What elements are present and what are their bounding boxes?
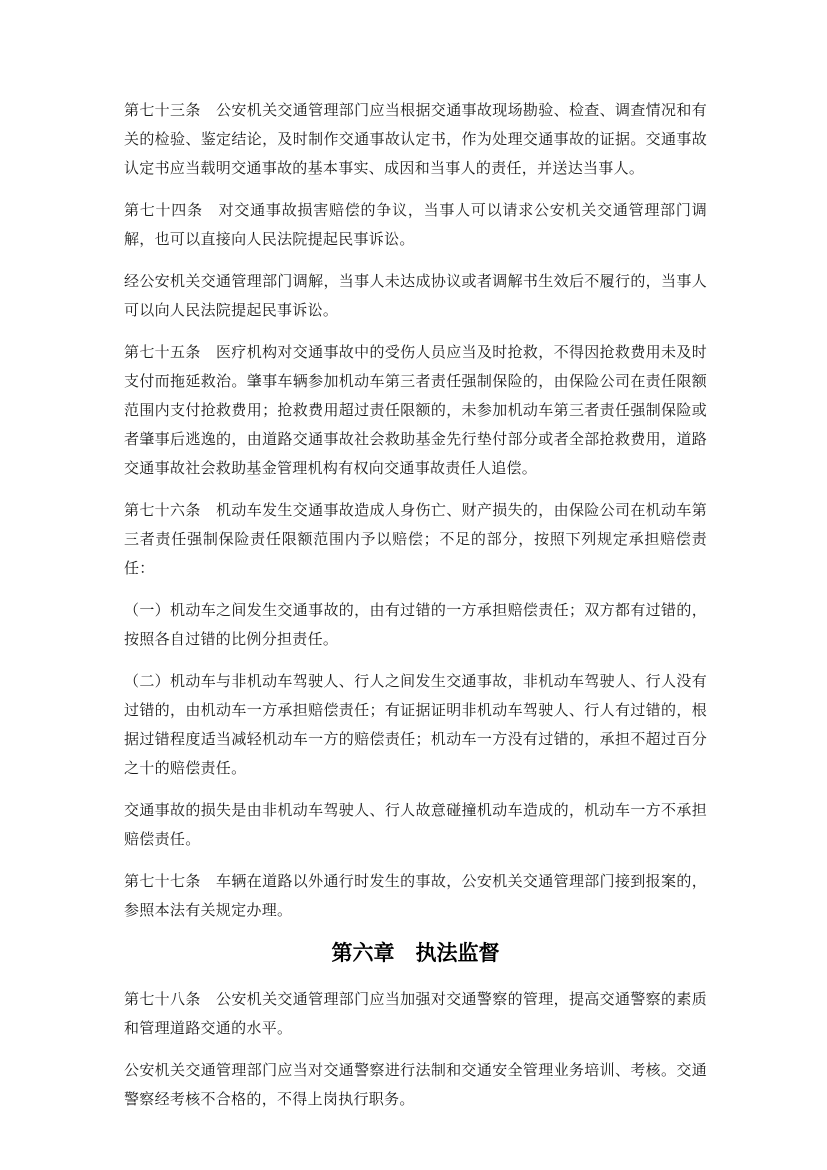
paragraph-article-76-item-2: （二）机动车与非机动车驾驶人、行人之间发生交通事故，非机动车驾驶人、行人没有过错的，由机动车一方承担赔偿责任；有证据证明非机动车驾驶人、行人有过错的，根据过错程度适当减轻机动车一方的赔偿责任；机动车一方没有过错的，承担不超过百分之十的赔偿责任。: [124, 672, 707, 777]
paragraph-article-73: 第七十三条 公安机关交通管理部门应当根据交通事故现场勘验、检查、调查情况和有关的检验、鉴定结论，及时制作交通事故认定书，作为处理交通事故的证据。交通事故认定书应当载明交通事故的基本事实、成因和当事人的责任，并送达当事人。: [124, 101, 707, 177]
paragraph-article-74-continuation: 经公安机关交通管理部门调解，当事人未达成协议或者调解书生效后不履行的，当事人可以向人民法院提起民事诉讼。: [124, 272, 707, 319]
paragraph-article-76: 第七十六条 机动车发生交通事故造成人身伤亡、财产损失的，由保险公司在机动车第三者责任强制保险责任限额范围内予以赔偿；不足的部分，按照下列规定承担赔偿责任：: [124, 501, 707, 577]
paragraph-article-75: 第七十五条 医疗机构对交通事故中的受伤人员应当及时抢救，不得因抢救费用未及时支付而拖延救治。肇事车辆参加机动车第三者责任强制保险的，由保险公司在责任限额范围内支付抢救费用；抢救费用超过责任限额的，未参加机动车第三者责任强制保险或者肇事后逃逸的，由道路交通事故社会救助基金先行垫付部分或者全部抢救费用，道路交通事故社会救助基金管理机构有权向交通事故责任人追偿。: [124, 343, 707, 477]
paragraph-article-76-item-1: （一）机动车之间发生交通事故的，由有过错的一方承担赔偿责任；双方都有过错的，按照各自过错的比例分担责任。: [124, 601, 707, 648]
paragraph-article-77: 第七十七条 车辆在道路以外通行时发生的事故，公安机关交通管理部门接到报案的，参照本法有关规定办理。: [124, 872, 707, 919]
paragraph-article-76-continuation: 交通事故的损失是由非机动车驾驶人、行人故意碰撞机动车造成的，机动车一方不承担赔偿责任。: [124, 801, 707, 848]
paragraph-article-74: 第七十四条 对交通事故损害赔偿的争议，当事人可以请求公安机关交通管理部门调解，也可以直接向人民法院提起民事诉讼。: [124, 201, 707, 248]
paragraph-article-78: 第七十八条 公安机关交通管理部门应当加强对交通警察的管理，提高交通警察的素质和管理道路交通的水平。: [124, 990, 707, 1037]
paragraph-article-78-continuation: 公安机关交通管理部门应当对交通警察进行法制和交通安全管理业务培训、考核。交通警察经考核不合格的，不得上岗执行职务。: [124, 1061, 707, 1108]
chapter-6-heading: 第六章 执法监督: [331, 941, 500, 965]
